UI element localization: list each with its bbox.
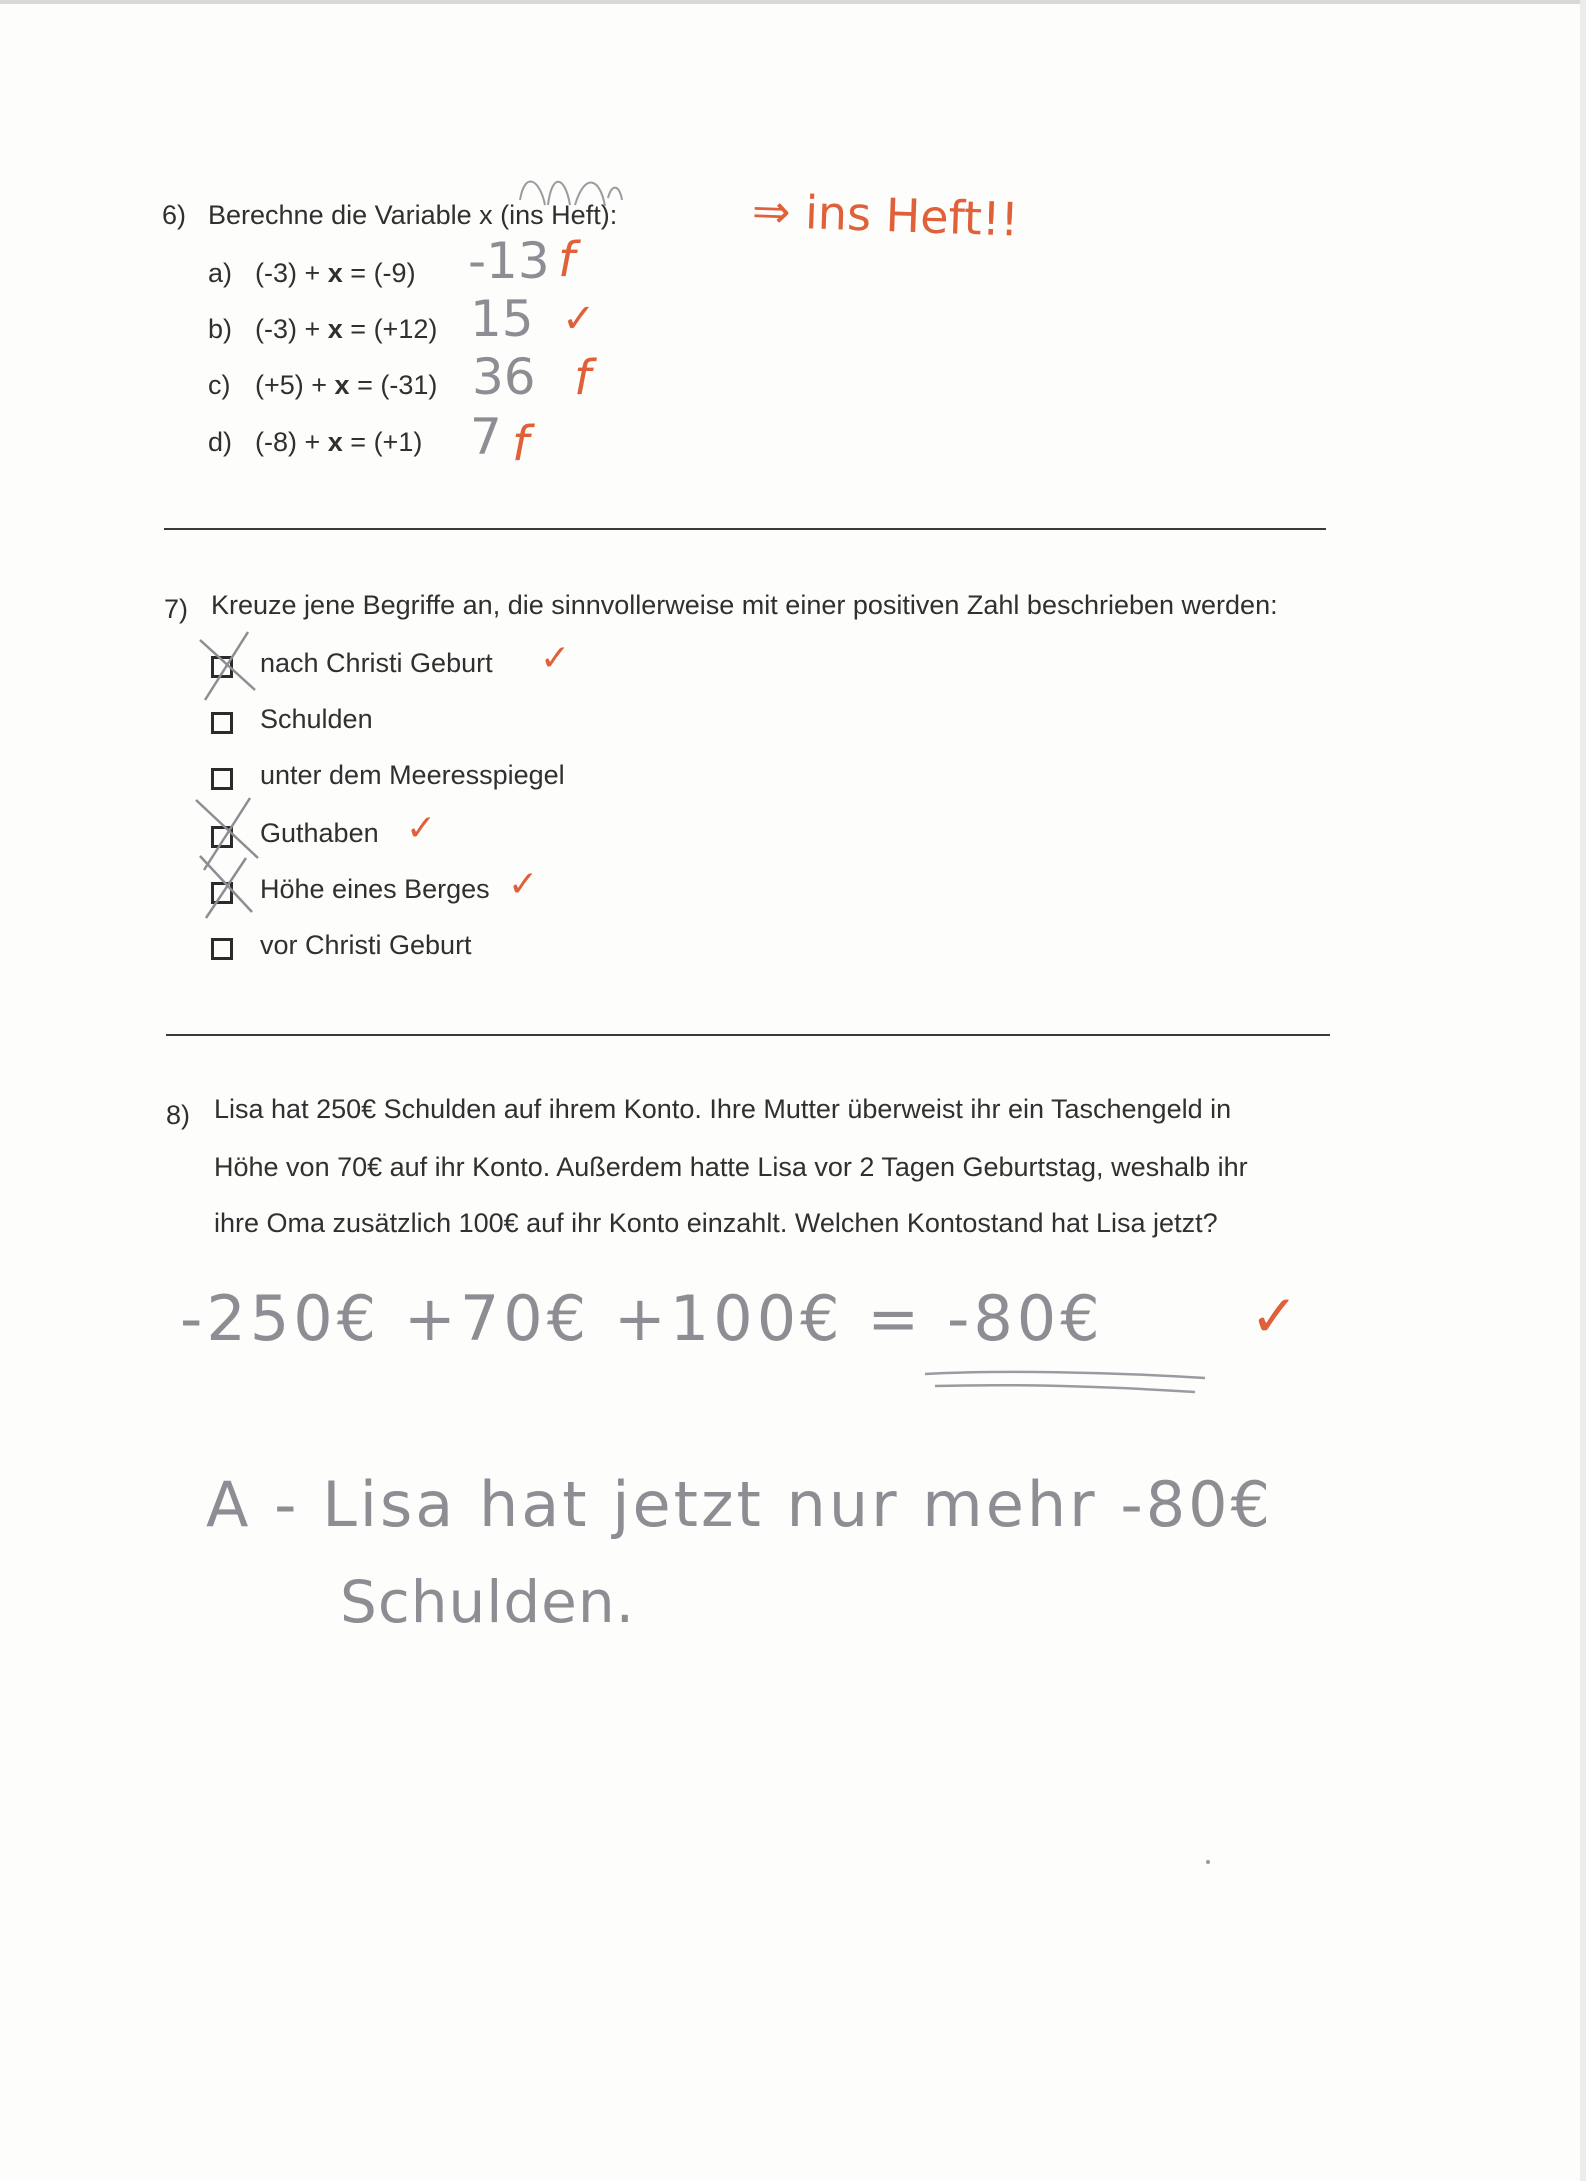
checkbox[interactable] (211, 712, 233, 734)
item-mark: f (574, 350, 591, 406)
q8-number: 8) (166, 1100, 191, 1130)
item-letter: c) (208, 370, 231, 400)
scan-edge-top (0, 0, 1586, 4)
q8-check-mark: ✓ (1250, 1282, 1299, 1350)
scan-edge-right (1580, 0, 1586, 2181)
q8-calculation: -250€ +70€ +100€ = -80€ (180, 1282, 1104, 1355)
eq-variable: x (334, 370, 350, 400)
item-equation (255, 258, 416, 289)
eq-variable: x (327, 427, 343, 457)
eq-left: (-3) + (255, 314, 328, 344)
item-letter: a) (208, 258, 233, 288)
q8-text-line-2: Höhe von 70€ auf ihr Konto. Außerdem hatte Lisa vor 2 Tagen Geburtstag, weshalb ihr (214, 1152, 1248, 1182)
checkbox[interactable] (211, 882, 233, 904)
eq-right: = (-9) (342, 258, 416, 288)
option-label: Schulden (260, 704, 373, 734)
item-mark: f (512, 416, 529, 472)
item-letter: b) (208, 314, 233, 344)
q6-number: 6) (162, 200, 187, 230)
q8-answer-line-1: A - Lisa hat jetzt nur mehr -80€ (206, 1468, 1274, 1541)
item-equation (255, 427, 422, 458)
item-answer: 7 (470, 408, 502, 466)
checkbox[interactable] (211, 826, 233, 848)
option-label: nach Christi Geburt (260, 648, 493, 678)
q8-text-line-3: ihre Oma zusätzlich 100€ auf ihr Konto einzahlt. Welchen Kontostand hat Lisa jetzt? (214, 1208, 1218, 1238)
section-divider (164, 528, 1326, 530)
scan-speck (1206, 1860, 1210, 1864)
item-equation (255, 370, 437, 401)
eq-left: (-3) + (255, 258, 328, 288)
checkbox[interactable] (211, 938, 233, 960)
section-divider (166, 1034, 1330, 1036)
eq-variable: x (327, 314, 343, 344)
eq-left: (-8) + (255, 427, 328, 457)
checkbox[interactable] (211, 656, 233, 678)
q8-text-line-1: Lisa hat 250€ Schulden auf ihrem Konto. Ihre Mutter überweist ihr ein Taschengeld in (214, 1094, 1232, 1124)
item-letter: d) (208, 427, 233, 457)
item-answer: -13 (468, 232, 550, 290)
eq-left: (+5) + (255, 370, 335, 400)
eq-variable: x (327, 258, 343, 288)
q8-answer-line-2: Schulden. (340, 1568, 636, 1636)
eq-right: = (+1) (342, 427, 423, 457)
item-equation (255, 314, 437, 345)
item-answer: 36 (472, 348, 536, 406)
q6-teacher-note: ⇒ ins Heft!! (751, 183, 1020, 247)
q7-prompt: Kreuze jene Begriffe an, die sinnvollerweise mit einer positiven Zahl beschrieben werden: (211, 590, 1278, 620)
eq-right: = (-31) (349, 370, 438, 400)
option-label: unter dem Meeresspiegel (260, 760, 565, 790)
check-mark: ✓ (508, 864, 539, 905)
checkbox[interactable] (211, 768, 233, 790)
item-mark: ✓ (562, 296, 596, 342)
check-mark: ✓ (406, 808, 437, 849)
check-mark: ✓ (540, 638, 571, 679)
option-label: Guthaben (260, 818, 379, 848)
q7-number: 7) (164, 594, 189, 624)
q6-prompt: Berechne die Variable x (ins Heft): (208, 200, 618, 230)
result-double-underline (925, 1372, 1205, 1392)
item-answer: 15 (470, 290, 534, 348)
option-label: Höhe eines Berges (260, 874, 490, 904)
eq-right: = (+12) (342, 314, 438, 344)
option-label: vor Christi Geburt (260, 930, 472, 960)
item-mark: f (558, 232, 575, 288)
